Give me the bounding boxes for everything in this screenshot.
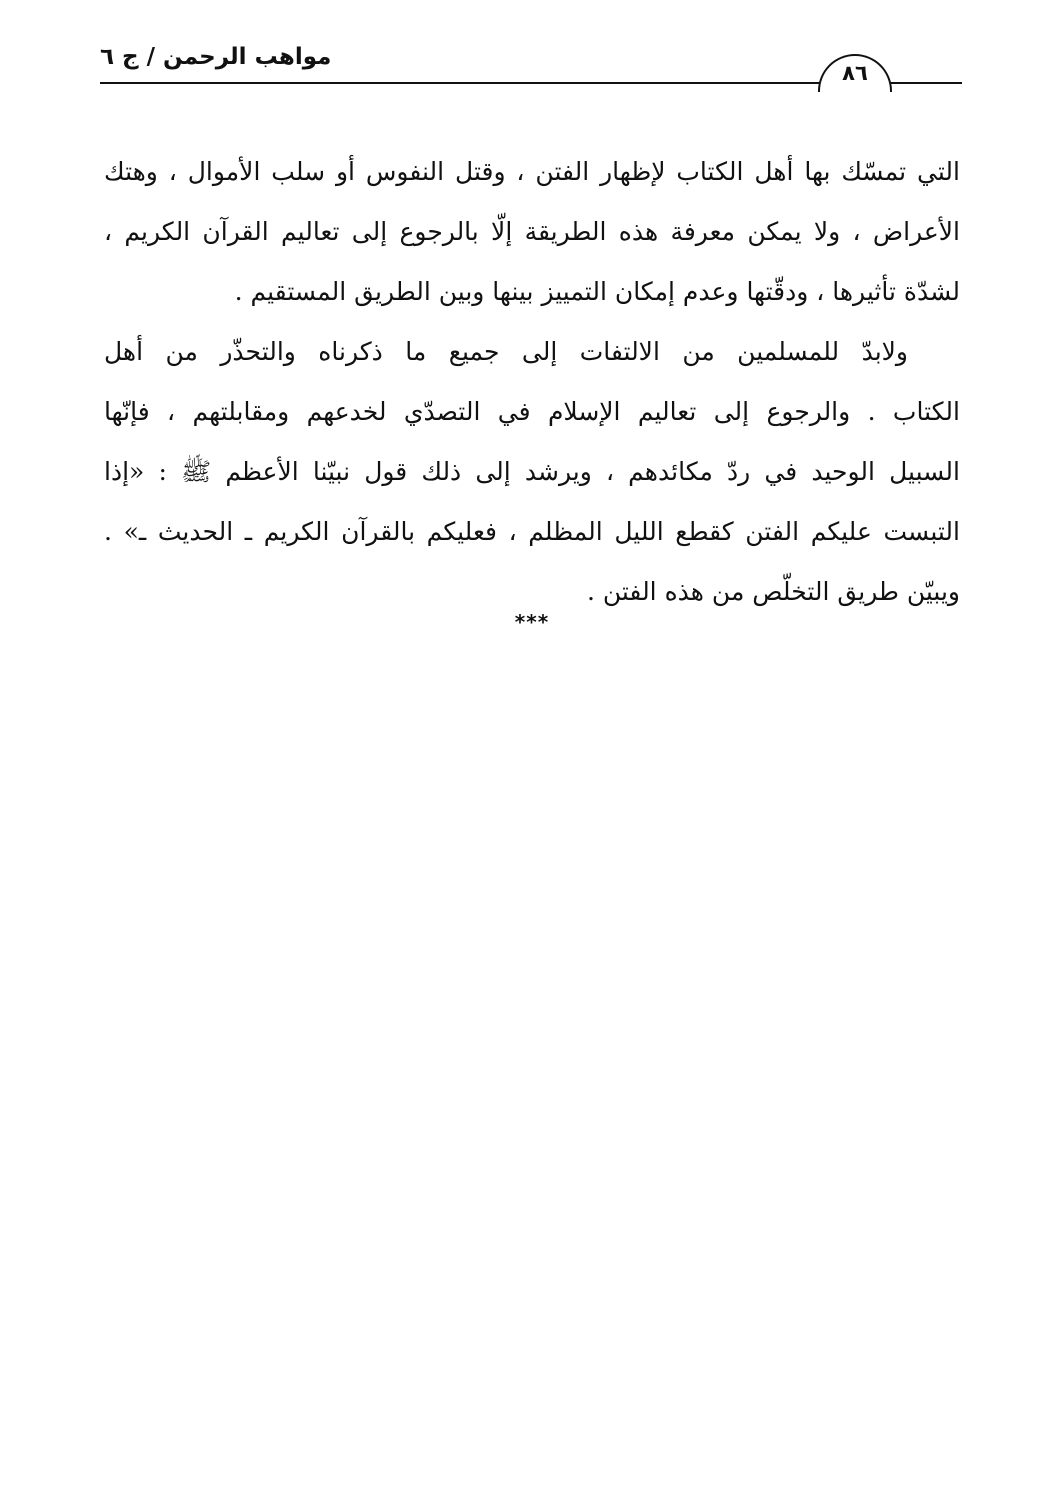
text-line: الكتاب . والرجوع إلى تعاليم الإسلام في التصدّي لخدعهم ومقابلتهم ، فإنّها [104, 397, 960, 426]
section-separator: *** [514, 610, 550, 634]
text-line: السبيل الوحيد في ردّ مكائدهم ، ويرشد إلى ذلك قول نبيّنا الأعظم ﷺ : «إذا [104, 457, 960, 486]
text-line: ويبيّن طريق التخلّص من هذه الفتن . [586, 577, 960, 606]
text-line: التبست عليكم الفتن كقطع الليل المظلم ، فعليكم بالقرآن الكريم ـ الحديث ـ» . [104, 517, 960, 546]
page-header [100, 38, 962, 94]
page-number: ٨٦ [818, 54, 892, 92]
body-text [104, 142, 960, 622]
text-line: التي تمسّك بها أهل الكتاب لإظهار الفتن ، وقتل النفوس أو سلب الأموال ، وهتك [104, 157, 960, 186]
text-line: لشدّة تأثيرها ، ودقّتها وعدم إمكان التمييز بينها وبين الطريق المستقيم . [234, 277, 960, 306]
text-line: الأعراض ، ولا يمكن معرفة هذه الطريقة إلّا بالرجوع إلى تعاليم القرآن الكريم ، [104, 217, 960, 246]
running-title: مواهب الرحمن / ج ٦ [100, 44, 332, 70]
text-line: ولابدّ للمسلمين من الالتفات إلى جميع ما ذكرناه والتحذّر من أهل [104, 337, 908, 366]
